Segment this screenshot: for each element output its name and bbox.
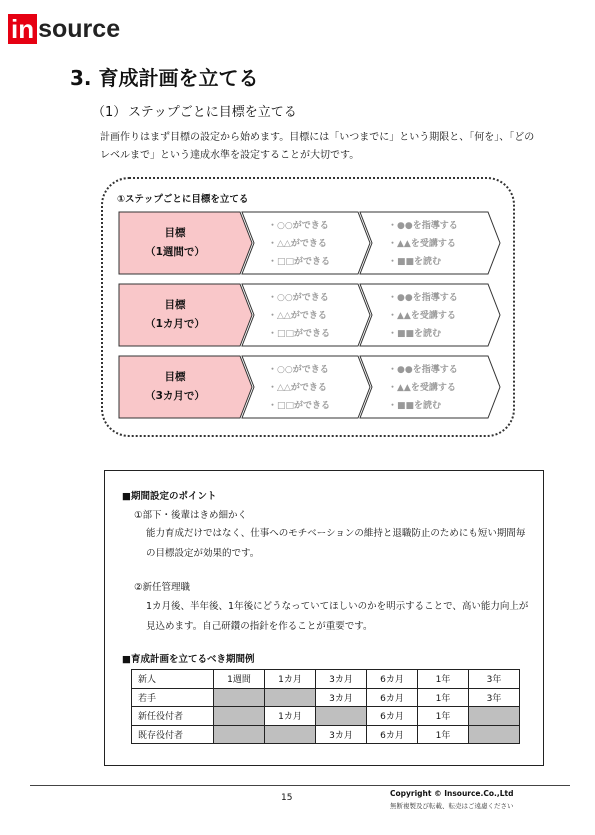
- table-title: ■育成計画を立てるべき期間例: [122, 654, 255, 665]
- ability-list: [268, 217, 330, 271]
- row-label: 既存役付者: [132, 725, 214, 744]
- ability-item: ・△△ができる: [268, 311, 327, 321]
- table-cell: 3カ月: [316, 688, 367, 707]
- action-item: ・●●を指導する: [388, 365, 458, 375]
- table-row: [132, 725, 520, 744]
- ability-item: ・△△ができる: [268, 239, 327, 249]
- table-cell: 1年: [418, 688, 469, 707]
- subsection-heading: [92, 101, 297, 120]
- table-cell: 3カ月: [316, 725, 367, 744]
- ability-item: ・○○ができる: [268, 221, 329, 231]
- goal-period: （3カ月で）: [145, 390, 205, 402]
- table-cell: 3カ月: [316, 670, 367, 689]
- logo-in-mark: in: [8, 14, 37, 44]
- table-cell-empty: [214, 725, 265, 744]
- ability-item: ・○○ができる: [268, 365, 329, 375]
- table-cell-empty: [469, 707, 520, 726]
- goal-word: 目標: [164, 227, 186, 239]
- table-cell: 1カ月: [265, 670, 316, 689]
- table-cell-empty: [265, 725, 316, 744]
- action-list: [388, 289, 458, 343]
- point2-title: ②新任管理職: [134, 582, 191, 593]
- intro-paragraph: 計画作りはまず目標の設定から始めます。目標には「いつまでに」という期限と、「何を」、「どのレベルまで」という達成水準を設定することが大切です。: [100, 132, 535, 161]
- table-cell: 3年: [469, 670, 520, 689]
- subsection-title: ステップごとに目標を立てる: [128, 105, 297, 120]
- action-item: ・▲▲を受講する: [388, 383, 456, 393]
- goal-word: 目標: [164, 299, 186, 311]
- ability-list: [268, 289, 330, 343]
- goal-label: [118, 355, 238, 419]
- action-item: ・●●を指導する: [388, 293, 458, 303]
- goal-period: （1週間で）: [145, 246, 205, 258]
- ability-item: ・△△ができる: [268, 383, 327, 393]
- table-cell: 1年: [418, 670, 469, 689]
- goal-label: [118, 211, 238, 275]
- ability-item: ・□□ができる: [268, 329, 331, 339]
- footer-divider: [30, 785, 570, 786]
- table-cell: 6カ月: [367, 670, 418, 689]
- table-cell-empty: [316, 707, 367, 726]
- ability-list: [268, 361, 330, 415]
- period-table: [131, 669, 520, 744]
- table-cell-empty: [214, 707, 265, 726]
- point1-title: ①部下・後輩はきめ細かく: [134, 510, 248, 521]
- table-cell-empty: [214, 688, 265, 707]
- action-item: ・●●を指導する: [388, 221, 458, 231]
- ability-item: ・□□ができる: [268, 401, 331, 411]
- ability-item: ・□□ができる: [268, 257, 331, 267]
- step-row: [118, 283, 502, 347]
- step-row: [118, 355, 502, 419]
- copy-notice: 無断複製及び転載、転売はご遠慮ください: [390, 802, 514, 810]
- table-row: [132, 707, 520, 726]
- insource-logo: [8, 14, 120, 44]
- table-row: [132, 670, 520, 689]
- action-item: ・▲▲を受講する: [388, 239, 456, 249]
- section-heading: 3. 育成計画を立てる: [70, 66, 259, 90]
- table-cell-empty: [265, 688, 316, 707]
- subsection-number: （1）: [92, 105, 127, 120]
- row-label: 新人: [132, 670, 214, 689]
- goal-word: 目標: [164, 371, 186, 383]
- table-cell: 6カ月: [367, 725, 418, 744]
- row-label: 若手: [132, 688, 214, 707]
- ability-item: ・○○ができる: [268, 293, 329, 303]
- action-list: [388, 361, 458, 415]
- copyright: Copyright © Insource.Co.,Ltd: [390, 789, 514, 798]
- table-cell: 1カ月: [265, 707, 316, 726]
- points-title: ■期間設定のポイント: [122, 491, 217, 502]
- row-label: 新任役付者: [132, 707, 214, 726]
- table-cell: 1年: [418, 707, 469, 726]
- goal-label: [118, 283, 238, 347]
- goal-period: （1カ月で）: [145, 318, 205, 330]
- action-item: ・▲▲を受講する: [388, 311, 456, 321]
- point2-body: 1カ月後、半年後、1年後にどうなっていてほしいのかを明示することで、高い能力向上が見込めます。自己研鑽の指針を作ることが重要です。: [146, 601, 529, 632]
- table-cell: 6カ月: [367, 707, 418, 726]
- action-item: ・■■を読む: [388, 257, 442, 267]
- table-row: [132, 688, 520, 707]
- table-cell: 3年: [469, 688, 520, 707]
- step-goals-title: ①ステップごとに目標を立てる: [117, 194, 249, 205]
- logo-source-text: source: [38, 15, 121, 43]
- point1-body: 能力育成だけではなく、仕事へのモチベーションの維持と退職防止のためにも短い期間毎の目標設定が効果的です。: [146, 528, 526, 559]
- step-row: [118, 211, 502, 275]
- table-cell: 1週間: [214, 670, 265, 689]
- page-number: 15: [281, 793, 293, 803]
- action-item: ・■■を読む: [388, 329, 442, 339]
- action-list: [388, 217, 458, 271]
- table-cell: 6カ月: [367, 688, 418, 707]
- action-item: ・■■を読む: [388, 401, 442, 411]
- table-cell: 1年: [418, 725, 469, 744]
- table-cell-empty: [469, 725, 520, 744]
